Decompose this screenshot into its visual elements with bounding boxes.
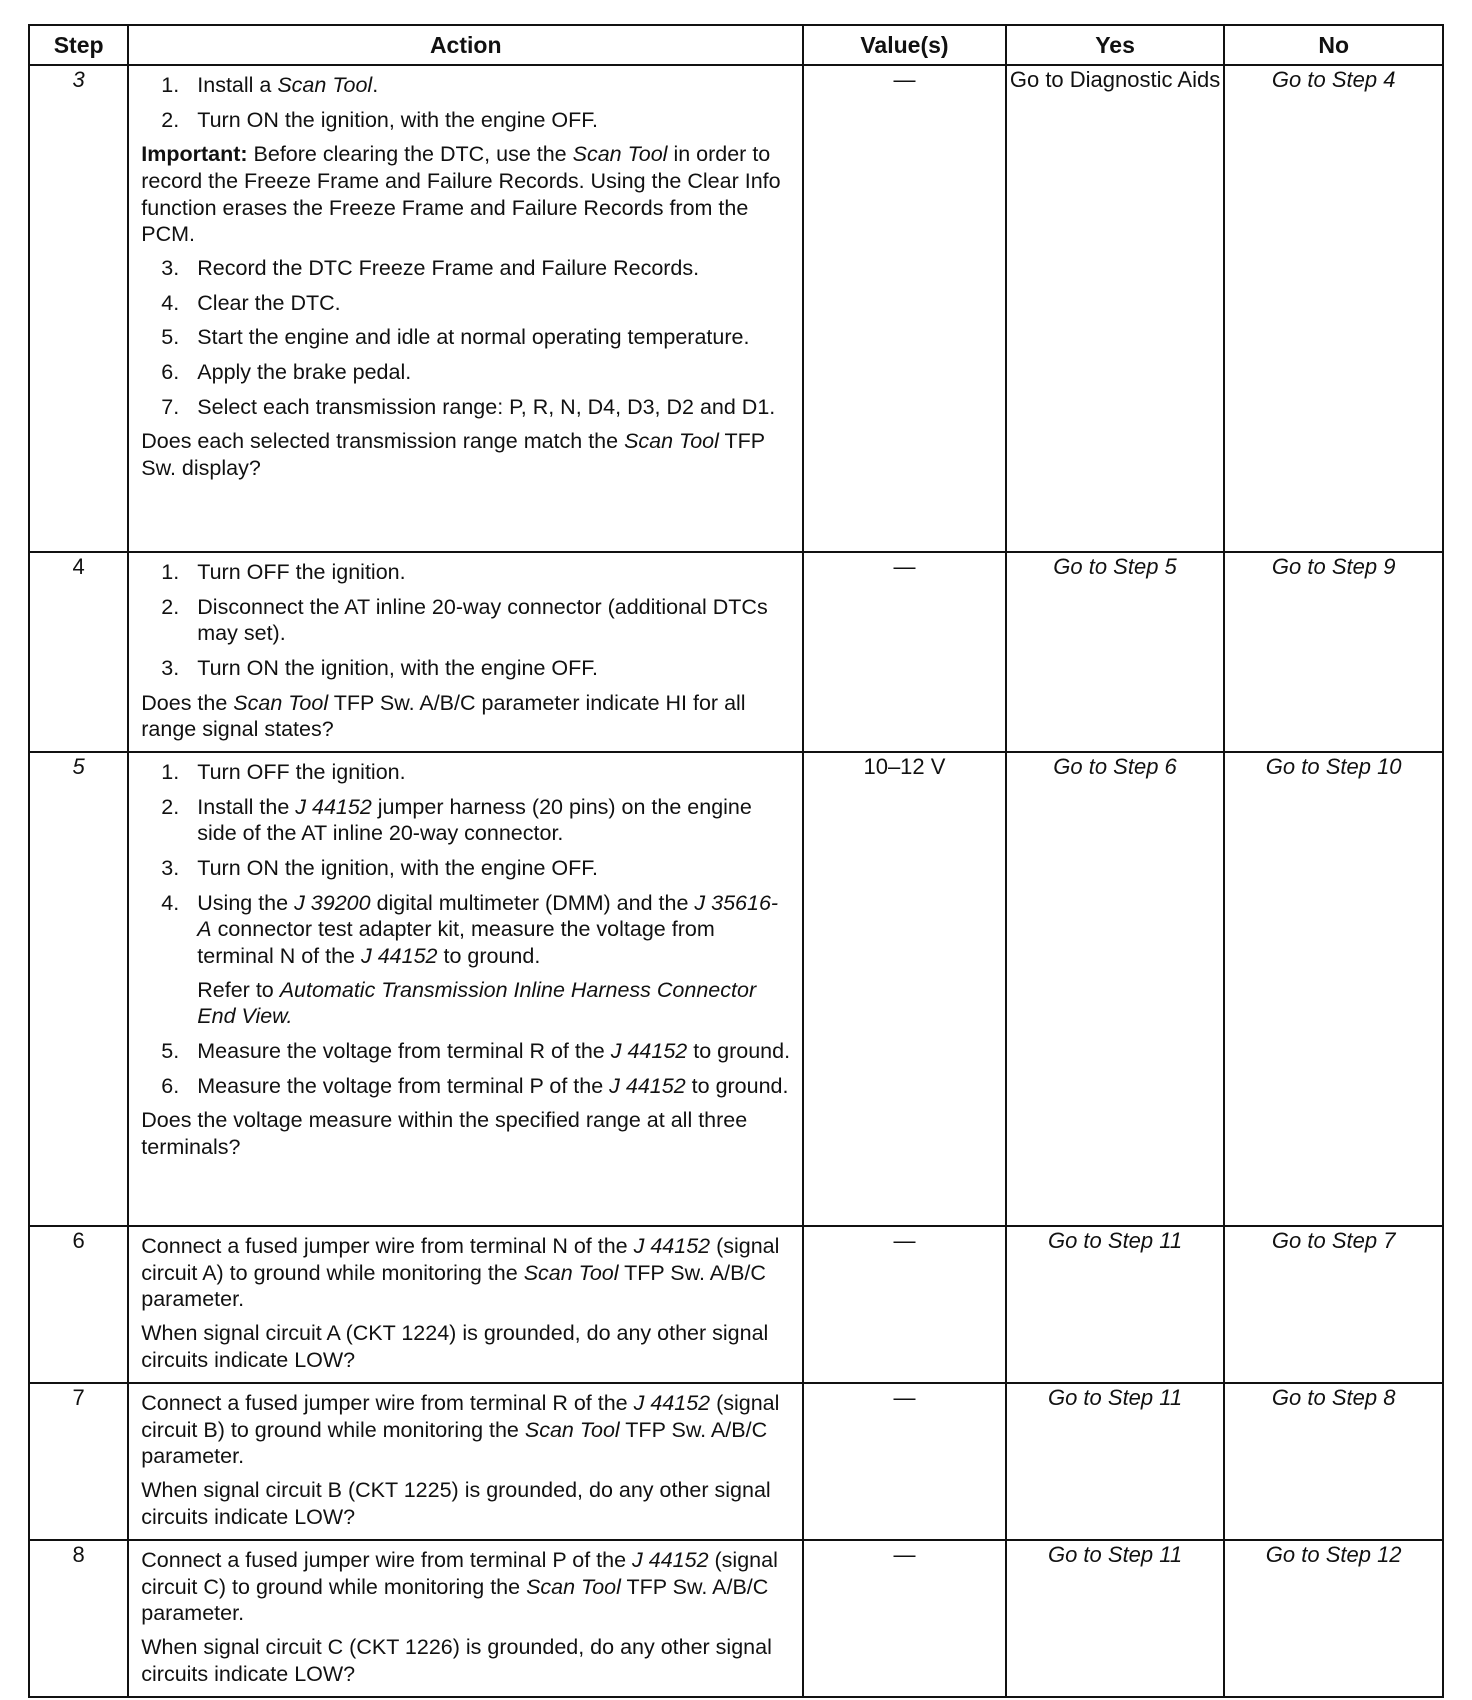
step-list	[141, 1038, 792, 1099]
list-item: 7. Select each transmission range: P, R, N, D4, D3, D2 and D1.	[161, 394, 776, 419]
value-cell: 10–12 V	[803, 752, 1006, 1226]
no-cell: Go to Step 9	[1224, 552, 1443, 752]
question-text: When signal circuit C (CKT 1226) is grounded, do any other signal circuits indicate LOW?	[141, 1634, 772, 1686]
no-cell: Go to Step 8	[1224, 1383, 1443, 1540]
list-item: 2. Install the J 44152 jumper harness (20 pins) on the engine side of the AT inline 20-way connector.	[161, 794, 752, 846]
action-cell	[128, 65, 803, 552]
instruction-text: Connect a fused jumper wire from terminal P of the J 44152 (signal circuit C) to ground while monitoring the Scan Tool TFP Sw. A/B/C parameter.	[141, 1548, 778, 1626]
header-row	[29, 25, 1443, 65]
list-item: 4. Clear the DTC.	[161, 290, 341, 315]
step-list	[141, 759, 792, 970]
question-text: When signal circuit A (CKT 1224) is grounded, do any other signal circuits indicate LOW?	[141, 1320, 769, 1372]
step-number: 5	[29, 752, 128, 1226]
no-cell: Go to Step 12	[1224, 1540, 1443, 1697]
header-step: Step	[29, 25, 128, 65]
yes-cell: Go to Step 11	[1006, 1383, 1225, 1540]
list-item: 3. Turn ON the ignition, with the engine OFF.	[161, 855, 598, 880]
yes-cell: Go to Step 6	[1006, 752, 1225, 1226]
question-text: Does each selected transmission range match the Scan Tool TFP Sw. display?	[141, 429, 765, 480]
value-cell: —	[803, 1383, 1006, 1540]
list-item: 1. Turn OFF the ignition.	[161, 760, 406, 784]
table-row-step-4	[29, 552, 1443, 752]
header-value: Value(s)	[803, 25, 1006, 65]
action-cell	[128, 1226, 803, 1383]
list-item: 1. Install a Scan Tool.	[161, 73, 379, 97]
value-cell: —	[803, 65, 1006, 552]
no-cell: Go to Step 7	[1224, 1226, 1443, 1383]
yes-cell: Go to Step 11	[1006, 1226, 1225, 1383]
instruction-text: Connect a fused jumper wire from terminal N of the J 44152 (signal circuit A) to ground while monitoring the Scan Tool TFP Sw. A/B/C parameter.	[141, 1234, 780, 1312]
step-list	[141, 72, 792, 133]
value-cell: —	[803, 552, 1006, 752]
table-row-step-8	[29, 1540, 1443, 1697]
no-cell: Go to Step 10	[1224, 752, 1443, 1226]
yes-cell: Go to Step 5	[1006, 552, 1225, 752]
value-cell: —	[803, 1226, 1006, 1383]
table-row-step-5	[29, 752, 1443, 1226]
step-number: 4	[29, 552, 128, 752]
action-cell	[128, 552, 803, 752]
yes-cell: Go to Diagnostic Aids	[1006, 65, 1225, 552]
diagnostic-table	[28, 24, 1444, 1698]
list-item: 3. Record the DTC Freeze Frame and Failure Records.	[161, 255, 700, 280]
value-cell: —	[803, 1540, 1006, 1697]
instruction-text: Connect a fused jumper wire from terminal R of the J 44152 (signal circuit B) to ground while monitoring the Scan Tool TFP Sw. A/B/C parameter.	[141, 1391, 780, 1469]
list-item: 5. Start the engine and idle at normal operating temperature.	[161, 325, 750, 350]
table-row-step-3	[29, 65, 1443, 552]
refer-note: Refer to Automatic Transmission Inline Harness Connector End View.	[197, 977, 757, 1029]
question-text: Does the voltage measure within the specified range at all three terminals?	[141, 1108, 748, 1159]
action-cell	[128, 752, 803, 1226]
question-text: When signal circuit B (CKT 1225) is grounded, do any other signal circuits indicate LOW?	[141, 1477, 771, 1529]
step-number: 8	[29, 1540, 128, 1697]
important-note: Important: Before clearing the DTC, use the Scan Tool in order to record the Freeze Frame and Failure Records. Using the Clear Info function erases the Freeze Frame and Failure Records from the PCM.	[141, 142, 781, 247]
table-row-step-7	[29, 1383, 1443, 1540]
header-yes: Yes	[1006, 25, 1225, 65]
step-list	[141, 255, 792, 420]
list-item: 2. Disconnect the AT inline 20-way connector (additional DTCs may set).	[161, 594, 768, 646]
list-item: 6. Apply the brake pedal.	[161, 359, 412, 384]
step-list	[141, 559, 792, 682]
step-number: 7	[29, 1383, 128, 1540]
header-action: Action	[128, 25, 803, 65]
step-number: 6	[29, 1226, 128, 1383]
no-cell: Go to Step 4	[1224, 65, 1443, 552]
yes-cell: Go to Step 11	[1006, 1540, 1225, 1697]
list-item: 6. Measure the voltage from terminal P of the J 44152 to ground.	[161, 1073, 789, 1098]
action-cell	[128, 1383, 803, 1540]
list-item: 2. Turn ON the ignition, with the engine OFF.	[161, 107, 598, 132]
list-item: 5. Measure the voltage from terminal R of the J 44152 to ground.	[161, 1038, 791, 1063]
list-item: 3. Turn ON the ignition, with the engine OFF.	[161, 655, 598, 680]
table-row-step-6	[29, 1226, 1443, 1383]
list-item: 1. Turn OFF the ignition.	[161, 560, 406, 584]
question-text: Does the Scan Tool TFP Sw. A/B/C parameter indicate HI for all range signal states?	[141, 690, 746, 742]
action-cell	[128, 1540, 803, 1697]
header-no: No	[1224, 25, 1443, 65]
list-item: 4. Using the J 39200 digital multimeter (DMM) and the J 35616-A connector test adapter kit, measure the voltage from terminal N of the J 44152 to ground.	[161, 890, 779, 968]
step-number: 3	[29, 65, 128, 552]
